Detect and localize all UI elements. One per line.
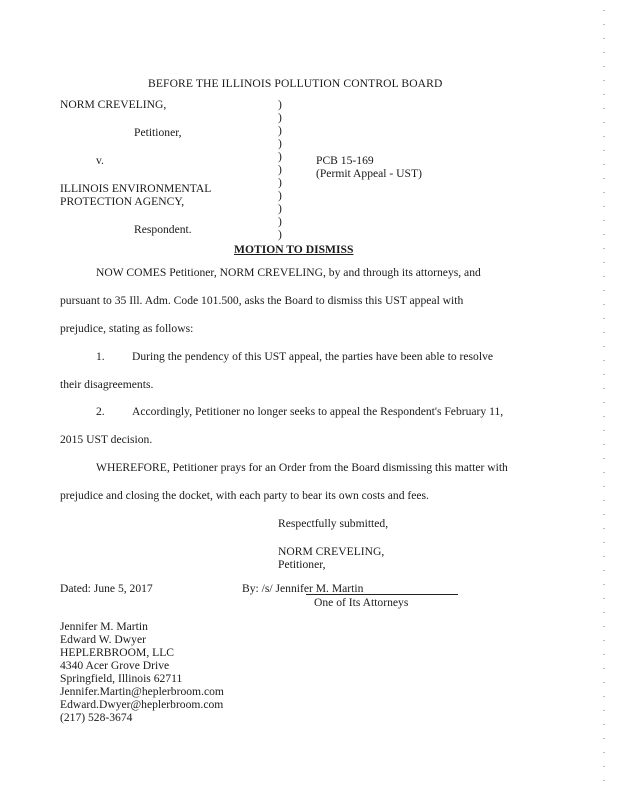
intro-line-2: pursuant to 35 Ill. Adm. Code 101.500, asks the Board to dismiss this UST appeal with xyxy=(60,294,464,307)
caption-paren: ) xyxy=(278,189,282,202)
petitioner-name: NORM CREVELING, xyxy=(60,98,167,111)
court-heading: BEFORE THE ILLINOIS POLLUTION CONTROL BOARD xyxy=(148,77,443,90)
case-number: PCB 15-169 xyxy=(316,154,374,167)
paragraph-1-line-2: their disagreements. xyxy=(60,378,154,391)
contact-line: Jennifer M. Martin xyxy=(60,620,148,633)
versus-label: v. xyxy=(96,154,104,167)
contact-email: Jennifer.Martin@heplerbroom.com xyxy=(60,685,224,698)
caption-paren: ) xyxy=(278,124,282,137)
caption-paren-column xyxy=(278,98,286,241)
caption-paren: ) xyxy=(278,228,282,241)
scan-edge-marks xyxy=(603,10,605,790)
caption-paren: ) xyxy=(278,202,282,215)
document-title: MOTION TO DISMISS xyxy=(234,243,354,256)
wherefore-line-1: WHEREFORE, Petitioner prays for an Order from the Board dismissing this matter with xyxy=(96,461,508,474)
paragraph-1-line-1: During the pendency of this UST appeal, the parties have been able to resolve xyxy=(132,350,494,363)
contact-line: Springfield, Illinois 62711 xyxy=(60,672,183,685)
caption-paren: ) xyxy=(278,215,282,228)
caption-paren: ) xyxy=(278,150,282,163)
contact-line: Edward W. Dwyer xyxy=(60,633,146,646)
caption-paren: ) xyxy=(278,176,282,189)
respondent-name-line1: ILLINOIS ENVIRONMENTAL xyxy=(60,182,212,195)
caption-paren: ) xyxy=(278,163,282,176)
attorney-role: One of Its Attorneys xyxy=(314,596,409,609)
closing-text: Respectfully submitted, xyxy=(278,517,389,530)
respondent-name-line2: PROTECTION AGENCY, xyxy=(60,195,185,208)
case-type: (Permit Appeal - UST) xyxy=(316,167,422,180)
caption-paren: ) xyxy=(278,98,282,111)
caption-paren: ) xyxy=(278,111,282,124)
paragraph-2-line-2: 2015 UST decision. xyxy=(60,433,153,446)
wherefore-line-2: prejudice and closing the docket, with each party to bear its own costs and fees. xyxy=(60,489,429,502)
contact-line: HEPLERBROOM, LLC xyxy=(60,646,175,659)
intro-line-3: prejudice, stating as follows: xyxy=(60,322,194,335)
contact-line: 4340 Acer Grove Drive xyxy=(60,659,170,672)
paragraph-2-line-1: Accordingly, Petitioner no longer seeks to appeal the Respondent's February 11, xyxy=(132,405,504,418)
petitioner-role: Petitioner, xyxy=(134,126,182,139)
signing-party-role: Petitioner, xyxy=(278,558,326,571)
signature-by-line: By: /s/ Jennifer M. Martin xyxy=(242,582,364,595)
respondent-role: Respondent. xyxy=(134,223,192,236)
contact-phone: (217) 528-3674 xyxy=(60,711,133,724)
signature-underline xyxy=(306,594,458,595)
paragraph-1-number: 1. xyxy=(96,350,105,363)
paragraph-2-number: 2. xyxy=(96,405,105,418)
contact-email: Edward.Dwyer@heplerbroom.com xyxy=(60,698,224,711)
caption-paren: ) xyxy=(278,137,282,150)
signing-party-name: NORM CREVELING, xyxy=(278,545,385,558)
dated-line: Dated: June 5, 2017 xyxy=(60,582,153,595)
intro-line-1: NOW COMES Petitioner, NORM CREVELING, by and through its attorneys, and xyxy=(96,266,481,279)
